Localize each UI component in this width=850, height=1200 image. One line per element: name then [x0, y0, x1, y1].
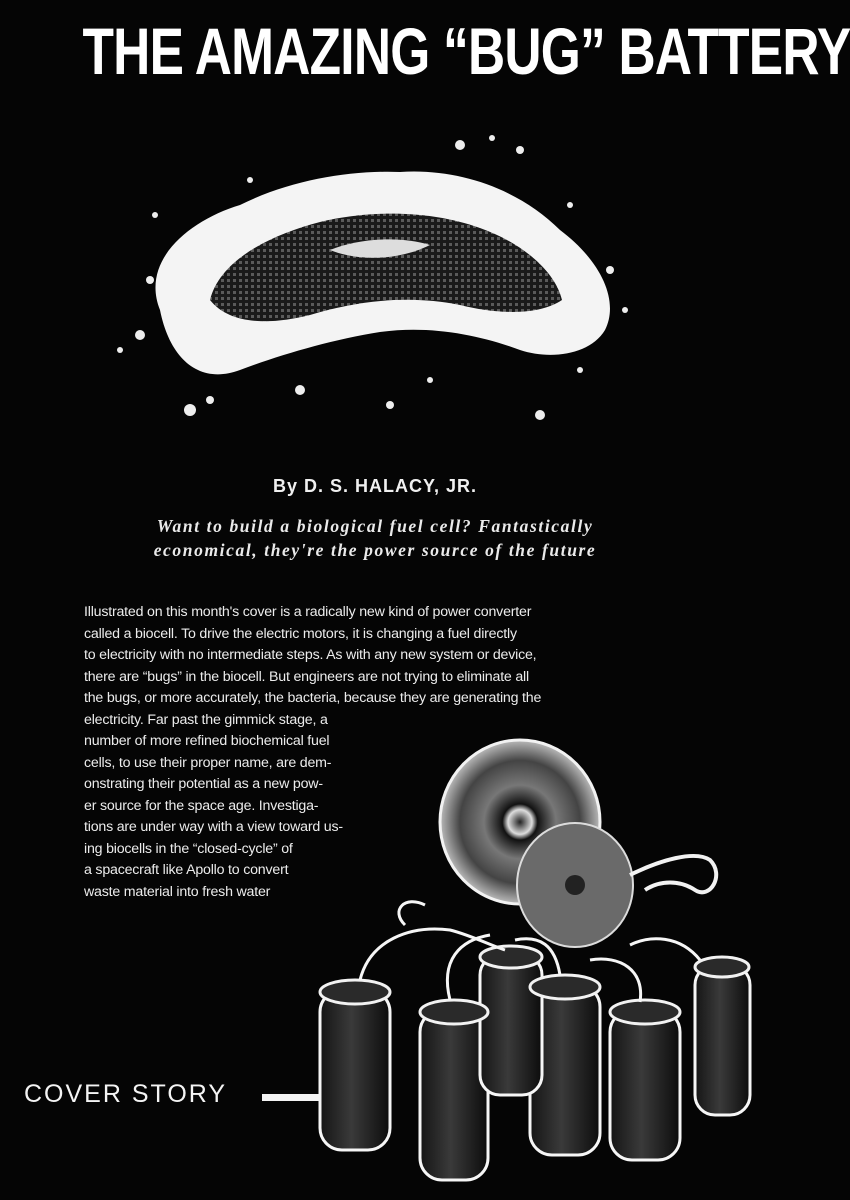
- deck-line: economical, they're the power source of the future: [153, 540, 597, 560]
- body-line: waste material into fresh water: [84, 883, 271, 900]
- body-line: called a biocell. To drive the electric motors, it is changing a fuel directly: [84, 625, 517, 642]
- body-line: there are “bugs” in the biocell. But engineers are not trying to eliminate all: [84, 668, 529, 685]
- bacteria-photo: [100, 110, 640, 450]
- body-line: ing biocells in the “closed-cycle” of: [84, 840, 293, 857]
- section-label: COVER STORY: [24, 1080, 228, 1108]
- article-title: THE AMAZING “BUG” BATTERY: [82, 14, 850, 88]
- body-line: er source for the space age. Investiga-: [84, 797, 319, 814]
- body-line: onstrating their potential as a new pow-: [84, 776, 323, 792]
- body-line: electricity. Far past the gimmick stage, a: [84, 711, 328, 728]
- body-line: number of more refined biochemical fuel: [84, 733, 330, 749]
- body-line: Illustrated on this month's cover is a radically new kind of power converter: [84, 604, 532, 620]
- biocell-battery-photo: [300, 740, 750, 1200]
- body-line: the bugs, or more accurately, the bacteria, because they are generating the: [84, 690, 542, 706]
- body-line: cells, to use their proper name, are dem-: [84, 754, 332, 771]
- body-line: to electricity with no intermediate steps. As with any new system or device,: [84, 647, 537, 663]
- deck-subtitle: [70, 514, 680, 562]
- body-line: tions are under way with a view toward us-: [84, 819, 343, 835]
- body-line: a spacecraft like Apollo to convert: [84, 862, 289, 878]
- arrow-right-icon: [262, 1088, 322, 1108]
- deck-line: Want to build a biological fuel cell? Fantastically: [156, 516, 594, 536]
- byline: By D. S. HALACY, JR.: [272, 476, 478, 496]
